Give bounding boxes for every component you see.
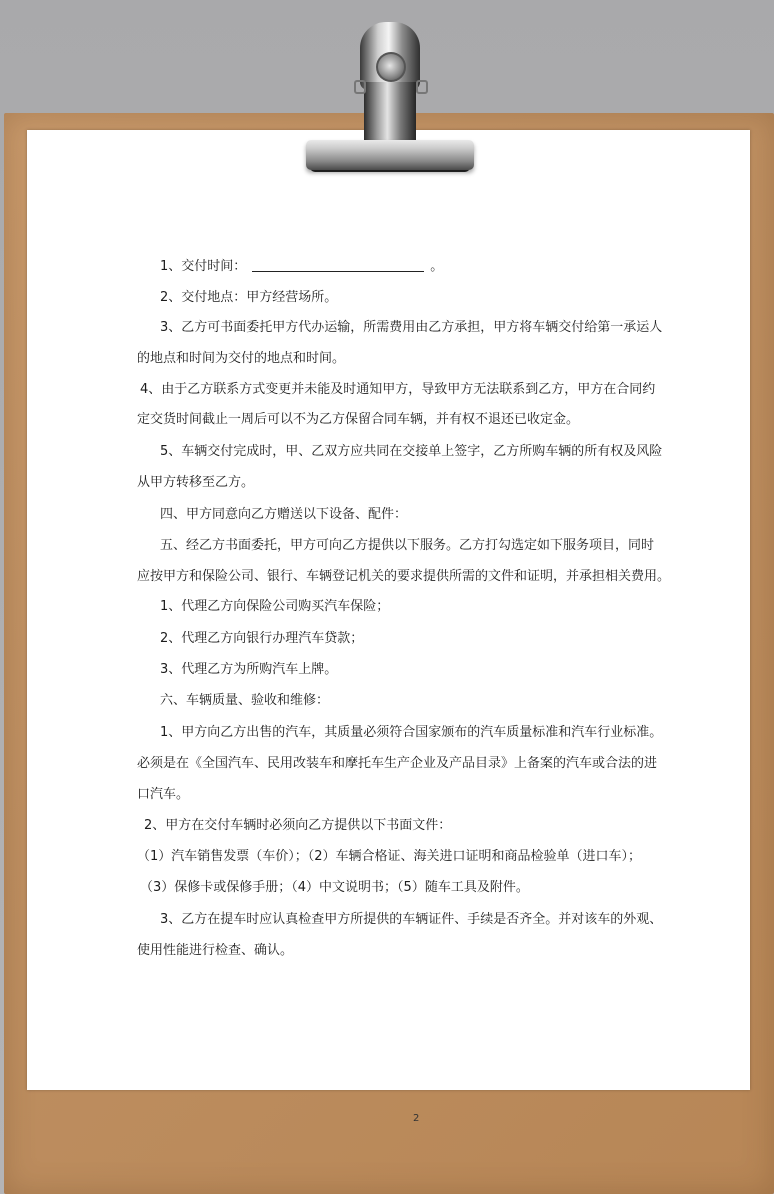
text-line: 2、交付地点：甲方经营场所。	[160, 290, 338, 305]
list-item: 2、代理乙方向银行办理汽车贷款；	[160, 631, 364, 646]
list-item: 3、代理乙方为所购汽车上牌。	[160, 662, 338, 677]
section-heading: 五、经乙方书面委托，甲方可向乙方提供以下服务。乙方打勾选定如下服务项目，同时	[160, 538, 655, 553]
clip-wire	[354, 80, 366, 94]
text-line: 使用性能进行检查、确认。	[137, 943, 294, 958]
delivery-time-period: 。	[430, 259, 444, 274]
text-line: 1、甲方向乙方出售的汽车，其质量必须符合国家颁布的汽车质量标准和汽车行业标准。	[160, 725, 663, 740]
section-heading: 四、甲方同意向乙方赠送以下设备、配件：	[160, 507, 408, 522]
clip-wire	[416, 80, 428, 94]
binder-clip-icon	[296, 22, 482, 182]
text-line: 必须是在《全国汽车、民用改装车和摩托车生产企业及产品目录》上备案的汽车或合法的进	[137, 756, 658, 771]
delivery-time-label: 1、交付时间：	[160, 259, 247, 274]
list-item: 1、代理乙方向保险公司购买汽车保险；	[160, 599, 390, 614]
delivery-time-blank	[252, 259, 424, 272]
clip-hole	[376, 52, 406, 82]
clip-neck	[364, 82, 416, 146]
text-line: 定交货时间截止一周后可以不为乙方保留合同车辆，并有权不退还已收定金。	[137, 412, 580, 427]
text-line: 的地点和时间为交付的地点和时间。	[137, 351, 346, 366]
text-line: 应按甲方和保险公司、银行、车辆登记机关的要求提供所需的文件和证明，并承担相关费用。	[137, 569, 671, 584]
text-line: 3、乙方在提车时应认真检查甲方所提供的车辆证件、手续是否齐全。并对该车的外观、	[160, 912, 663, 927]
page-number: 2	[413, 1113, 420, 1124]
text-line: 5、车辆交付完成时，甲、乙双方应共同在交接单上签字，乙方所购车辆的所有权及风险	[160, 444, 663, 459]
text-line: （1）汽车销售发票（车价）；（2）车辆合格证、海关进口证明和商品检验单（进口车）；	[137, 849, 642, 864]
document-page	[27, 130, 750, 1124]
text-line: 3、乙方可书面委托甲方代办运输，所需费用由乙方承担，甲方将车辆交付给第一承运人	[160, 320, 663, 335]
delivery-time-line	[160, 259, 443, 275]
text-line: 口汽车。	[137, 787, 190, 802]
text-line: 从甲方转移至乙方。	[137, 475, 255, 490]
section-heading: 六、车辆质量、验收和维修：	[160, 693, 330, 708]
text-line: （3）保修卡或保修手册；（4）中文说明书；（5）随车工具及附件。	[140, 880, 529, 895]
clip-bar	[306, 140, 474, 170]
text-line: 4、由于乙方联系方式变更并未能及时通知甲方，导致甲方无法联系到乙方，甲方在合同约	[140, 382, 656, 397]
text-line: 2、甲方在交付车辆时必须向乙方提供以下书面文件：	[144, 818, 452, 833]
